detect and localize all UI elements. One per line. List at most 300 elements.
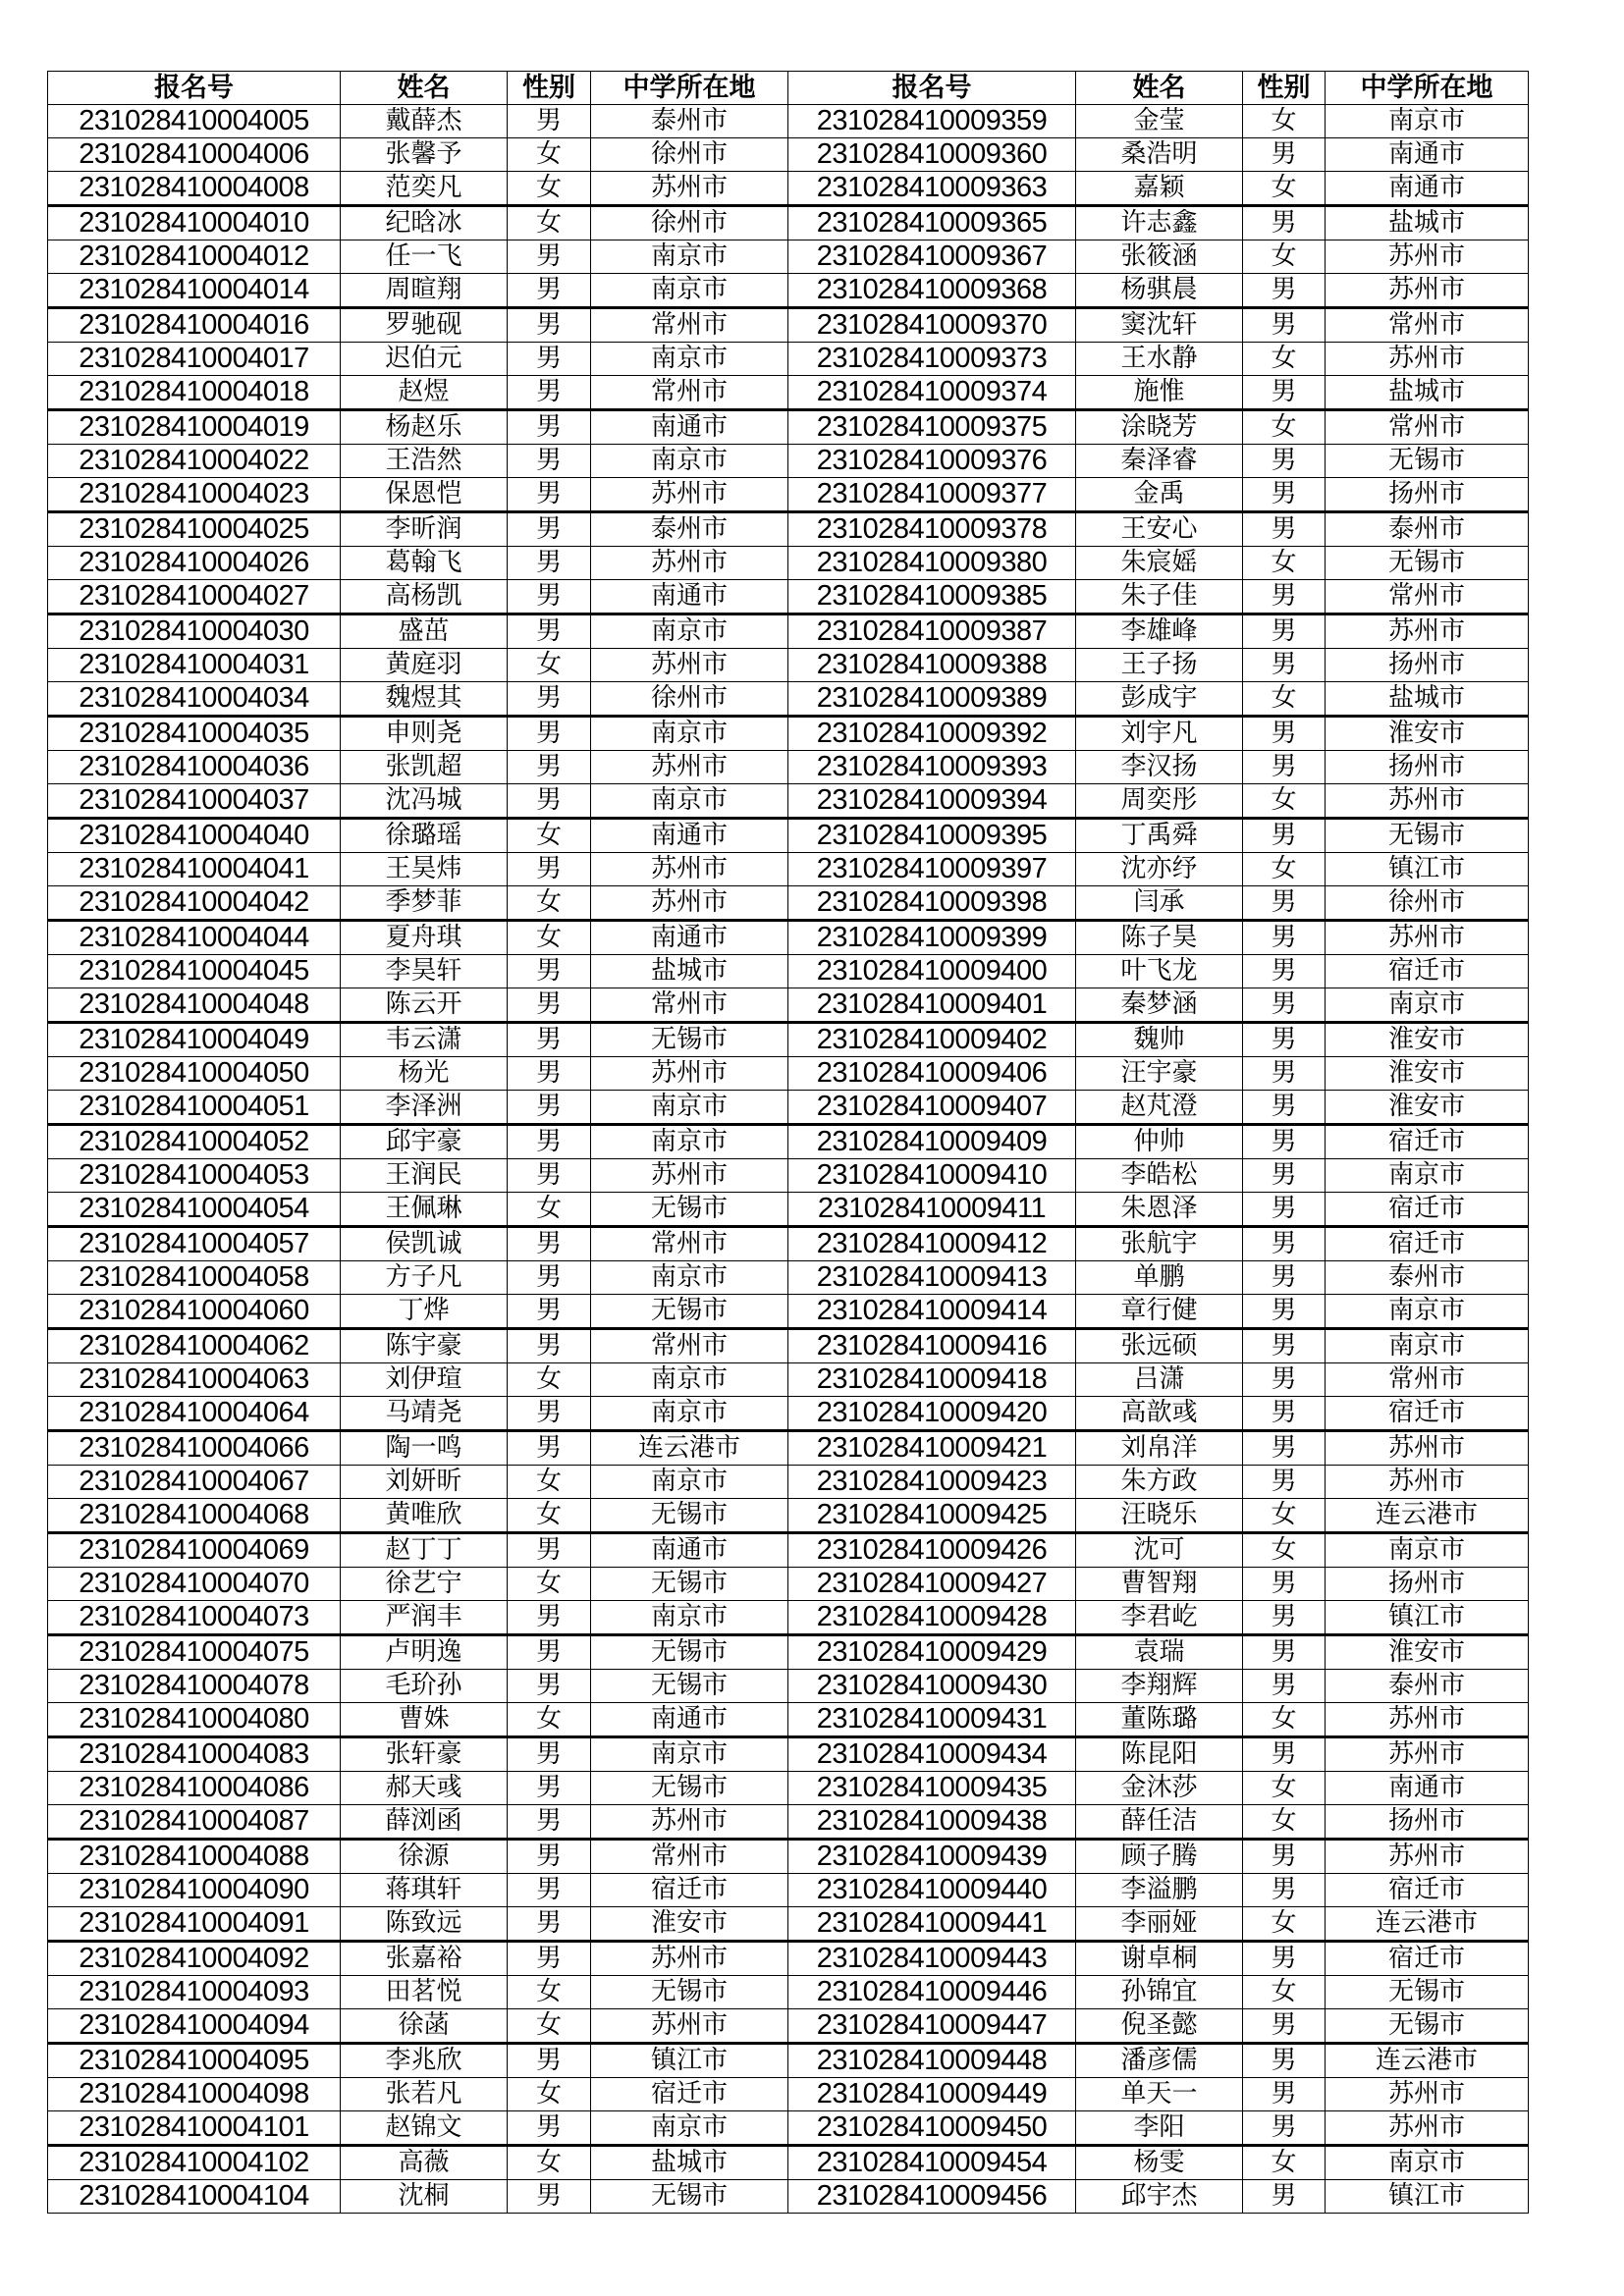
registration-number-cell: 231028410009359 [788, 105, 1076, 138]
student-name-cell: 李昕润 [341, 512, 508, 547]
student-name-cell: 方子凡 [341, 1261, 508, 1295]
gender-cell: 女 [1243, 1976, 1326, 2009]
gender-cell: 男 [508, 1295, 591, 1329]
registration-number-cell: 231028410009378 [788, 512, 1076, 547]
registration-number-cell: 231028410004091 [48, 1907, 341, 1942]
registration-number-cell: 231028410004053 [48, 1159, 341, 1193]
gender-cell: 男 [508, 376, 591, 410]
table-row [48, 343, 1529, 376]
school-city-cell: 苏州市 [1326, 343, 1529, 376]
gender-cell: 男 [1243, 1397, 1326, 1431]
registration-number-cell: 231028410009441 [788, 1907, 1076, 1942]
student-name-cell: 杨赵乐 [341, 410, 508, 445]
table-row [48, 1431, 1529, 1466]
registration-number-cell: 231028410009420 [788, 1397, 1076, 1431]
gender-cell: 男 [508, 1057, 591, 1091]
student-name-cell: 张凯超 [341, 751, 508, 784]
table-row [48, 2180, 1529, 2214]
table-row [48, 988, 1529, 1023]
gender-cell: 男 [1243, 308, 1326, 343]
student-name-cell: 王水静 [1076, 343, 1243, 376]
registration-number-cell: 231028410009385 [788, 580, 1076, 614]
student-name-cell: 金沐莎 [1076, 1772, 1243, 1805]
school-city-cell: 常州市 [591, 1227, 788, 1261]
registration-number-cell: 231028410004023 [48, 478, 341, 512]
registration-number-cell: 231028410009363 [788, 172, 1076, 206]
gender-cell: 女 [508, 1466, 591, 1499]
registration-number-cell: 231028410004027 [48, 580, 341, 614]
registration-number-cell: 231028410009427 [788, 1568, 1076, 1601]
registration-number-cell: 231028410009388 [788, 649, 1076, 682]
table-row [48, 2146, 1529, 2180]
student-name-cell: 朱恩泽 [1076, 1193, 1243, 1227]
table-row [48, 1227, 1529, 1261]
student-name-cell: 谢卓桐 [1076, 1942, 1243, 1976]
school-city-cell: 南京市 [591, 1397, 788, 1431]
school-city-cell: 常州市 [1326, 308, 1529, 343]
student-name-cell: 徐璐瑶 [341, 819, 508, 853]
table-body [48, 105, 1529, 2214]
table-row [48, 376, 1529, 410]
school-city-cell: 宿迁市 [1326, 1397, 1529, 1431]
registration-number-cell: 231028410004005 [48, 105, 341, 138]
registration-number-cell: 231028410009446 [788, 1976, 1076, 2009]
school-city-cell: 苏州市 [591, 1159, 788, 1193]
gender-cell: 女 [508, 819, 591, 853]
student-name-cell: 王昊炜 [341, 853, 508, 886]
registration-number-cell: 231028410004088 [48, 1840, 341, 1874]
header-gender: 性别 [508, 72, 591, 105]
table-row [48, 921, 1529, 955]
registration-number-cell: 231028410004036 [48, 751, 341, 784]
registration-number-cell: 231028410004008 [48, 172, 341, 206]
student-name-cell: 张若凡 [341, 2078, 508, 2111]
table-row [48, 1840, 1529, 1874]
student-name-cell: 周奕彤 [1076, 784, 1243, 819]
school-city-cell: 苏州市 [1326, 1466, 1529, 1499]
student-name-cell: 曹姝 [341, 1703, 508, 1737]
student-name-cell: 李君屹 [1076, 1601, 1243, 1635]
registration-number-cell: 231028410009393 [788, 751, 1076, 784]
school-city-cell: 泰州市 [1326, 1670, 1529, 1703]
student-name-cell: 迟伯元 [341, 343, 508, 376]
table-row [48, 512, 1529, 547]
gender-cell: 男 [1243, 1227, 1326, 1261]
school-city-cell: 南通市 [591, 1703, 788, 1737]
gender-cell: 女 [508, 1568, 591, 1601]
registration-number-cell: 231028410009431 [788, 1703, 1076, 1737]
school-city-cell: 宿迁市 [1326, 1125, 1529, 1159]
student-name-cell: 刘帛洋 [1076, 1431, 1243, 1466]
school-city-cell: 南京市 [1326, 1295, 1529, 1329]
student-name-cell: 薛浏函 [341, 1805, 508, 1840]
registration-number-cell: 231028410009399 [788, 921, 1076, 955]
gender-cell: 女 [1243, 410, 1326, 445]
admission-list-table [47, 71, 1529, 2214]
student-name-cell: 黄唯欣 [341, 1499, 508, 1533]
gender-cell: 男 [508, 1091, 591, 1125]
table-row [48, 1193, 1529, 1227]
registration-number-cell: 231028410004042 [48, 886, 341, 921]
school-city-cell: 盐城市 [1326, 206, 1529, 240]
registration-number-cell: 231028410009435 [788, 1772, 1076, 1805]
school-city-cell: 宿迁市 [1326, 1193, 1529, 1227]
registration-number-cell: 231028410009406 [788, 1057, 1076, 1091]
school-city-cell: 连云港市 [1326, 2044, 1529, 2078]
student-name-cell: 朱宸媱 [1076, 547, 1243, 580]
registration-number-cell: 231028410004012 [48, 240, 341, 274]
gender-cell: 男 [1243, 512, 1326, 547]
school-city-cell: 盐城市 [591, 955, 788, 988]
student-name-cell: 王润民 [341, 1159, 508, 1193]
school-city-cell: 无锡市 [591, 1295, 788, 1329]
student-name-cell: 陈致远 [341, 1907, 508, 1942]
gender-cell: 男 [1243, 138, 1326, 172]
gender-cell: 男 [508, 1942, 591, 1976]
gender-cell: 男 [1243, 717, 1326, 751]
table-row [48, 2009, 1529, 2044]
registration-number-cell: 231028410004094 [48, 2009, 341, 2044]
registration-number-cell: 231028410004101 [48, 2111, 341, 2146]
student-name-cell: 李阳 [1076, 2111, 1243, 2146]
school-city-cell: 南京市 [591, 1466, 788, 1499]
registration-number-cell: 231028410004014 [48, 274, 341, 308]
table-row [48, 240, 1529, 274]
registration-number-cell: 231028410009374 [788, 376, 1076, 410]
school-city-cell: 无锡市 [1326, 1976, 1529, 2009]
gender-cell: 女 [508, 1976, 591, 2009]
school-city-cell: 淮安市 [591, 1907, 788, 1942]
school-city-cell: 淮安市 [1326, 1057, 1529, 1091]
school-city-cell: 泰州市 [591, 512, 788, 547]
table-row [48, 1329, 1529, 1363]
gender-cell: 男 [1243, 1874, 1326, 1907]
table-row [48, 682, 1529, 717]
gender-cell: 男 [508, 274, 591, 308]
school-city-cell: 淮安市 [1326, 1023, 1529, 1057]
student-name-cell: 马靖尧 [341, 1397, 508, 1431]
table-row [48, 580, 1529, 614]
student-name-cell: 秦梦涵 [1076, 988, 1243, 1023]
registration-number-cell: 231028410009418 [788, 1363, 1076, 1397]
gender-cell: 男 [1243, 2078, 1326, 2111]
school-city-cell: 常州市 [1326, 1363, 1529, 1397]
school-city-cell: 南京市 [591, 2111, 788, 2146]
school-city-cell: 南通市 [591, 410, 788, 445]
table-row [48, 614, 1529, 649]
gender-cell: 女 [1243, 105, 1326, 138]
student-name-cell: 王浩然 [341, 445, 508, 478]
gender-cell: 男 [508, 751, 591, 784]
gender-cell: 男 [1243, 988, 1326, 1023]
registration-number-cell: 231028410009409 [788, 1125, 1076, 1159]
table-row [48, 1942, 1529, 1976]
student-name-cell: 潘彦儒 [1076, 2044, 1243, 2078]
registration-number-cell: 231028410009416 [788, 1329, 1076, 1363]
school-city-cell: 常州市 [591, 308, 788, 343]
student-name-cell: 戴薛杰 [341, 105, 508, 138]
student-name-cell: 蒋琪轩 [341, 1874, 508, 1907]
school-city-cell: 无锡市 [591, 1670, 788, 1703]
student-name-cell: 杨光 [341, 1057, 508, 1091]
school-city-cell: 南京市 [591, 445, 788, 478]
school-city-cell: 扬州市 [1326, 1805, 1529, 1840]
school-city-cell: 南京市 [591, 274, 788, 308]
school-city-cell: 徐州市 [591, 206, 788, 240]
registration-number-cell: 231028410009407 [788, 1091, 1076, 1125]
gender-cell: 男 [1243, 1942, 1326, 1976]
registration-number-cell: 231028410004087 [48, 1805, 341, 1840]
gender-cell: 男 [1243, 1431, 1326, 1466]
gender-cell: 男 [1243, 1295, 1326, 1329]
gender-cell: 男 [1243, 2111, 1326, 2146]
table-row [48, 1703, 1529, 1737]
registration-number-cell: 231028410009414 [788, 1295, 1076, 1329]
school-city-cell: 南京市 [591, 784, 788, 819]
student-name-cell: 李泽洲 [341, 1091, 508, 1125]
registration-number-cell: 231028410009370 [788, 308, 1076, 343]
gender-cell: 男 [1243, 1193, 1326, 1227]
student-name-cell: 窦沈轩 [1076, 308, 1243, 343]
school-city-cell: 南京市 [591, 343, 788, 376]
registration-number-cell: 231028410009438 [788, 1805, 1076, 1840]
registration-number-cell: 231028410004070 [48, 1568, 341, 1601]
gender-cell: 男 [508, 1431, 591, 1466]
gender-cell: 男 [1243, 1261, 1326, 1295]
student-name-cell: 徐菡 [341, 2009, 508, 2044]
school-city-cell: 宿迁市 [1326, 1942, 1529, 1976]
registration-number-cell: 231028410004040 [48, 819, 341, 853]
student-name-cell: 赵丁丁 [341, 1533, 508, 1568]
gender-cell: 男 [508, 1737, 591, 1772]
gender-cell: 女 [508, 1193, 591, 1227]
registration-number-cell: 231028410009447 [788, 2009, 1076, 2044]
registration-number-cell: 231028410004095 [48, 2044, 341, 2078]
student-name-cell: 张筱涵 [1076, 240, 1243, 274]
school-city-cell: 镇江市 [1326, 1601, 1529, 1635]
school-city-cell: 苏州市 [591, 1805, 788, 1840]
registration-number-cell: 231028410004078 [48, 1670, 341, 1703]
gender-cell: 男 [1243, 2009, 1326, 2044]
student-name-cell: 李溢鹏 [1076, 1874, 1243, 1907]
school-city-cell: 南京市 [1326, 1159, 1529, 1193]
student-name-cell: 孙锦宜 [1076, 1976, 1243, 2009]
gender-cell: 男 [1243, 274, 1326, 308]
school-city-cell: 南京市 [1326, 105, 1529, 138]
student-name-cell: 朱方政 [1076, 1466, 1243, 1499]
registration-number-cell: 231028410009365 [788, 206, 1076, 240]
gender-cell: 男 [508, 1907, 591, 1942]
registration-number-cell: 231028410009426 [788, 1533, 1076, 1568]
registration-number-cell: 231028410009410 [788, 1159, 1076, 1193]
table-row [48, 784, 1529, 819]
student-name-cell: 单天一 [1076, 2078, 1243, 2111]
school-city-cell: 盐城市 [1326, 376, 1529, 410]
school-city-cell: 南京市 [1326, 1329, 1529, 1363]
gender-cell: 男 [1243, 1840, 1326, 1874]
student-name-cell: 许志鑫 [1076, 206, 1243, 240]
school-city-cell: 苏州市 [1326, 1840, 1529, 1874]
registration-number-cell: 231028410004031 [48, 649, 341, 682]
table-row [48, 649, 1529, 682]
registration-number-cell: 231028410009456 [788, 2180, 1076, 2214]
student-name-cell: 施惟 [1076, 376, 1243, 410]
school-city-cell: 无锡市 [1326, 547, 1529, 580]
student-name-cell: 李丽娅 [1076, 1907, 1243, 1942]
school-city-cell: 扬州市 [1326, 1568, 1529, 1601]
gender-cell: 男 [508, 478, 591, 512]
table-row [48, 206, 1529, 240]
student-name-cell: 闫承 [1076, 886, 1243, 921]
registration-number-cell: 231028410004050 [48, 1057, 341, 1091]
registration-number-cell: 231028410004093 [48, 1976, 341, 2009]
registration-number-cell: 231028410004090 [48, 1874, 341, 1907]
gender-cell: 男 [1243, 1363, 1326, 1397]
gender-cell: 女 [508, 1703, 591, 1737]
gender-cell: 男 [1243, 376, 1326, 410]
gender-cell: 男 [508, 2044, 591, 2078]
student-name-cell: 秦泽睿 [1076, 445, 1243, 478]
table-row [48, 138, 1529, 172]
student-name-cell: 范奕凡 [341, 172, 508, 206]
student-name-cell: 邱宇杰 [1076, 2180, 1243, 2214]
school-city-cell: 徐州市 [591, 138, 788, 172]
school-city-cell: 宿迁市 [1326, 1227, 1529, 1261]
student-name-cell: 章行健 [1076, 1295, 1243, 1329]
gender-cell: 男 [508, 547, 591, 580]
student-name-cell: 高歆彧 [1076, 1397, 1243, 1431]
registration-number-cell: 231028410009367 [788, 240, 1076, 274]
gender-cell: 女 [1243, 853, 1326, 886]
registration-number-cell: 231028410009380 [788, 547, 1076, 580]
student-name-cell: 赵芃澄 [1076, 1091, 1243, 1125]
student-name-cell: 张航宇 [1076, 1227, 1243, 1261]
table-row [48, 1397, 1529, 1431]
school-city-cell: 苏州市 [591, 172, 788, 206]
gender-cell: 女 [1243, 343, 1326, 376]
registration-number-cell: 231028410009375 [788, 410, 1076, 445]
school-city-cell: 淮安市 [1326, 1635, 1529, 1670]
student-name-cell: 叶飞龙 [1076, 955, 1243, 988]
student-name-cell: 沈冯城 [341, 784, 508, 819]
registration-number-cell: 231028410004069 [48, 1533, 341, 1568]
registration-number-cell: 231028410009376 [788, 445, 1076, 478]
student-name-cell: 金禹 [1076, 478, 1243, 512]
school-city-cell: 镇江市 [1326, 2180, 1529, 2214]
gender-cell: 男 [508, 682, 591, 717]
student-name-cell: 董陈璐 [1076, 1703, 1243, 1737]
registration-number-cell: 231028410009412 [788, 1227, 1076, 1261]
registration-number-cell: 231028410004019 [48, 410, 341, 445]
registration-number-cell: 231028410004006 [48, 138, 341, 172]
student-name-cell: 季梦菲 [341, 886, 508, 921]
student-name-cell: 王佩琳 [341, 1193, 508, 1227]
school-city-cell: 南通市 [591, 819, 788, 853]
registration-number-cell: 231028410004022 [48, 445, 341, 478]
gender-cell: 男 [1243, 886, 1326, 921]
school-city-cell: 苏州市 [591, 886, 788, 921]
school-city-cell: 宿迁市 [591, 1874, 788, 1907]
registration-number-cell: 231028410004102 [48, 2146, 341, 2180]
gender-cell: 男 [508, 1805, 591, 1840]
gender-cell: 男 [1243, 2180, 1326, 2214]
table-row [48, 1772, 1529, 1805]
table-row [48, 1874, 1529, 1907]
gender-cell: 女 [1243, 1533, 1326, 1568]
registration-number-cell: 231028410009421 [788, 1431, 1076, 1466]
student-name-cell: 李皓松 [1076, 1159, 1243, 1193]
table-row [48, 2111, 1529, 2146]
header-name: 姓名 [341, 72, 508, 105]
registration-number-cell: 231028410004075 [48, 1635, 341, 1670]
gender-cell: 男 [508, 1874, 591, 1907]
school-city-cell: 泰州市 [1326, 512, 1529, 547]
registration-number-cell: 231028410009389 [788, 682, 1076, 717]
school-city-cell: 连云港市 [1326, 1907, 1529, 1942]
school-city-cell: 扬州市 [1326, 751, 1529, 784]
gender-cell: 男 [1243, 1091, 1326, 1125]
school-city-cell: 苏州市 [591, 751, 788, 784]
school-city-cell: 南通市 [1326, 138, 1529, 172]
registration-number-cell: 231028410004080 [48, 1703, 341, 1737]
table-row [48, 172, 1529, 206]
table-row [48, 1159, 1529, 1193]
school-city-cell: 南京市 [591, 1601, 788, 1635]
school-city-cell: 南京市 [1326, 988, 1529, 1023]
table-row [48, 2044, 1529, 2078]
gender-cell: 男 [1243, 580, 1326, 614]
gender-cell: 女 [508, 2009, 591, 2044]
student-name-cell: 沈亦纾 [1076, 853, 1243, 886]
table-row [48, 717, 1529, 751]
registration-number-cell: 231028410004037 [48, 784, 341, 819]
student-name-cell: 嘉颖 [1076, 172, 1243, 206]
table-row [48, 547, 1529, 580]
registration-number-cell: 231028410004010 [48, 206, 341, 240]
student-name-cell: 彭成宇 [1076, 682, 1243, 717]
student-name-cell: 申则尧 [341, 717, 508, 751]
header-registration-number: 报名号 [48, 72, 341, 105]
gender-cell: 男 [1243, 1601, 1326, 1635]
gender-cell: 男 [1243, 1568, 1326, 1601]
registration-number-cell: 231028410009397 [788, 853, 1076, 886]
registration-number-cell: 231028410004063 [48, 1363, 341, 1397]
gender-cell: 女 [1243, 547, 1326, 580]
school-city-cell: 常州市 [1326, 580, 1529, 614]
school-city-cell: 南京市 [591, 1261, 788, 1295]
student-name-cell: 吕潇 [1076, 1363, 1243, 1397]
registration-number-cell: 231028410004066 [48, 1431, 341, 1466]
student-name-cell: 袁瑞 [1076, 1635, 1243, 1670]
gender-cell: 女 [508, 172, 591, 206]
registration-number-cell: 231028410009423 [788, 1466, 1076, 1499]
gender-cell: 男 [1243, 1737, 1326, 1772]
student-name-cell: 刘伊瑄 [341, 1363, 508, 1397]
student-name-cell: 徐艺宁 [341, 1568, 508, 1601]
header-gender: 性别 [1243, 72, 1326, 105]
registration-number-cell: 231028410009398 [788, 886, 1076, 921]
student-name-cell: 魏煜其 [341, 682, 508, 717]
registration-number-cell: 231028410004049 [48, 1023, 341, 1057]
table-row [48, 1261, 1529, 1295]
registration-number-cell: 231028410004030 [48, 614, 341, 649]
school-city-cell: 苏州市 [1326, 274, 1529, 308]
gender-cell: 男 [508, 614, 591, 649]
registration-number-cell: 231028410004017 [48, 343, 341, 376]
table-row [48, 853, 1529, 886]
registration-number-cell: 231028410004048 [48, 988, 341, 1023]
gender-cell: 男 [508, 410, 591, 445]
